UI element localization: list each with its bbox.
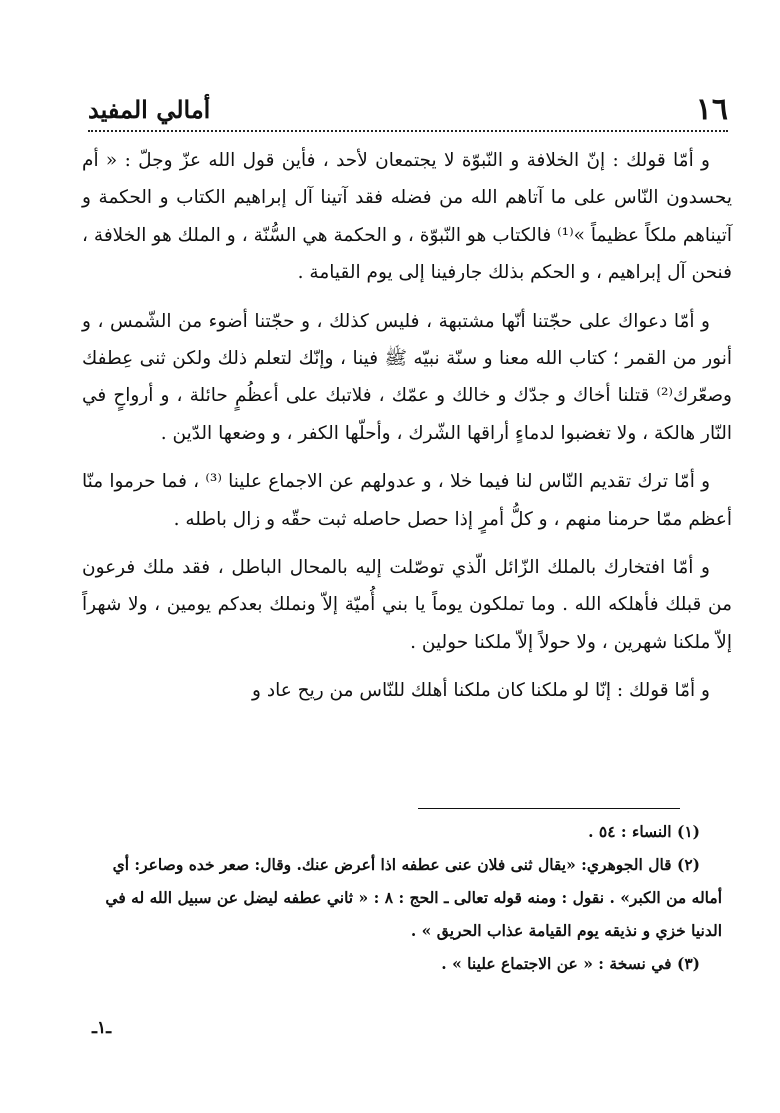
paragraph: و أمّا افتخارك بالملك الزّائل الّذي توصّلت إليه بالمحال الباطل ، فقد ملك فرعون من قبلك فأهلكه الله . وما تملكون يوماً يا بني أُميّة إلاّ ونملك بعدكم يومين ، ولا شهراً إلاّ ملكنا شهرين ، ولا حولاً إلاّ ملكنا حولين . [82,557,732,653]
page-number: ١٦ [695,92,728,127]
signature-mark: ـ١ـ [92,1018,112,1038]
paragraph: و أمّا قولك : إنّا لو ملكنا كان ملكنا أهلك للنّاس من ريح عاد و [252,680,710,702]
footnote-2: (٢) قال الجوهري: «يقال ثنى فلان عنى عطفه اذا أعرض عنك. وقال: صعر خده وصاعر: أي أماله من الكبر» . نقول : ومنه قوله تعالى ـ الحج : ٨ : « ثاني عطفه ليضل عن سبيل الله له في الدنيا خزي و نذيقه يوم القيامة عذاب الحريق » . [105,855,722,940]
book-title: أمالي المفيد [88,95,211,124]
footnote-separator [418,808,680,809]
paragraph: و أمّا ترك تقديم النّاس لنا فيما خلا ، و عدولهم عن الاجماع علينا ⁽³⁾ ، فما حرموا منّا أعظم ممّا حرمنا منهم ، و كلُّ أمرٍ إذا حصل حاصله ثبت حقّه و زال باطله . [82,471,732,530]
footnote-3: (٣) في نسخة : « عن الاجتماع علينا » . [441,954,700,973]
paragraph: و أمّا دعواك على حجّتنا أنّها مشتبهة ، فليس كذلك ، و حجّتنا أضوء من الشّمس ، و أنور من القمر ؛ كتاب الله معنا و سنّة نبيّه ﷺ فينا ، وإنّك لتعلم ذلك ولكن ثنى عِطفك وصعّرك⁽²⁾ قتلنا أخاك و جدّك و خالك و عمّك ، فلاتبك على أعظُمٍ حائلة ، و أرواحٍ في النّار هالكة ، ولا تغضبوا لدماءٍ أراقها الشّرك ، وأحلّها الكفر ، و وضعها الدّين . [82,310,732,444]
running-header [88,92,728,132]
main-text [82,142,732,721]
header-dotted-rule [88,130,728,132]
footnotes [82,815,722,980]
footnote-1: (١) النساء : ٥٤ . [588,822,700,841]
paragraph: و أمّا قولك : إنّ الخلافة و النّبوّة لا يجتمعان لأحد ، فأين قول الله عزّ وجلّ : « أم يحسدون النّاس على ما آتاهم الله من فضله فقد آتينا آل إبراهيم الكتاب و الحكمة و آتيناهم ملكاً عظيماً »⁽¹⁾ فالكتاب هو النّبوّة ، و الحكمة هي السُّنّة ، و الملك هو الخلافة ، فنحن آل إبراهيم ، و الحكم بذلك جارفينا إلى يوم القيامة . [82,150,732,284]
